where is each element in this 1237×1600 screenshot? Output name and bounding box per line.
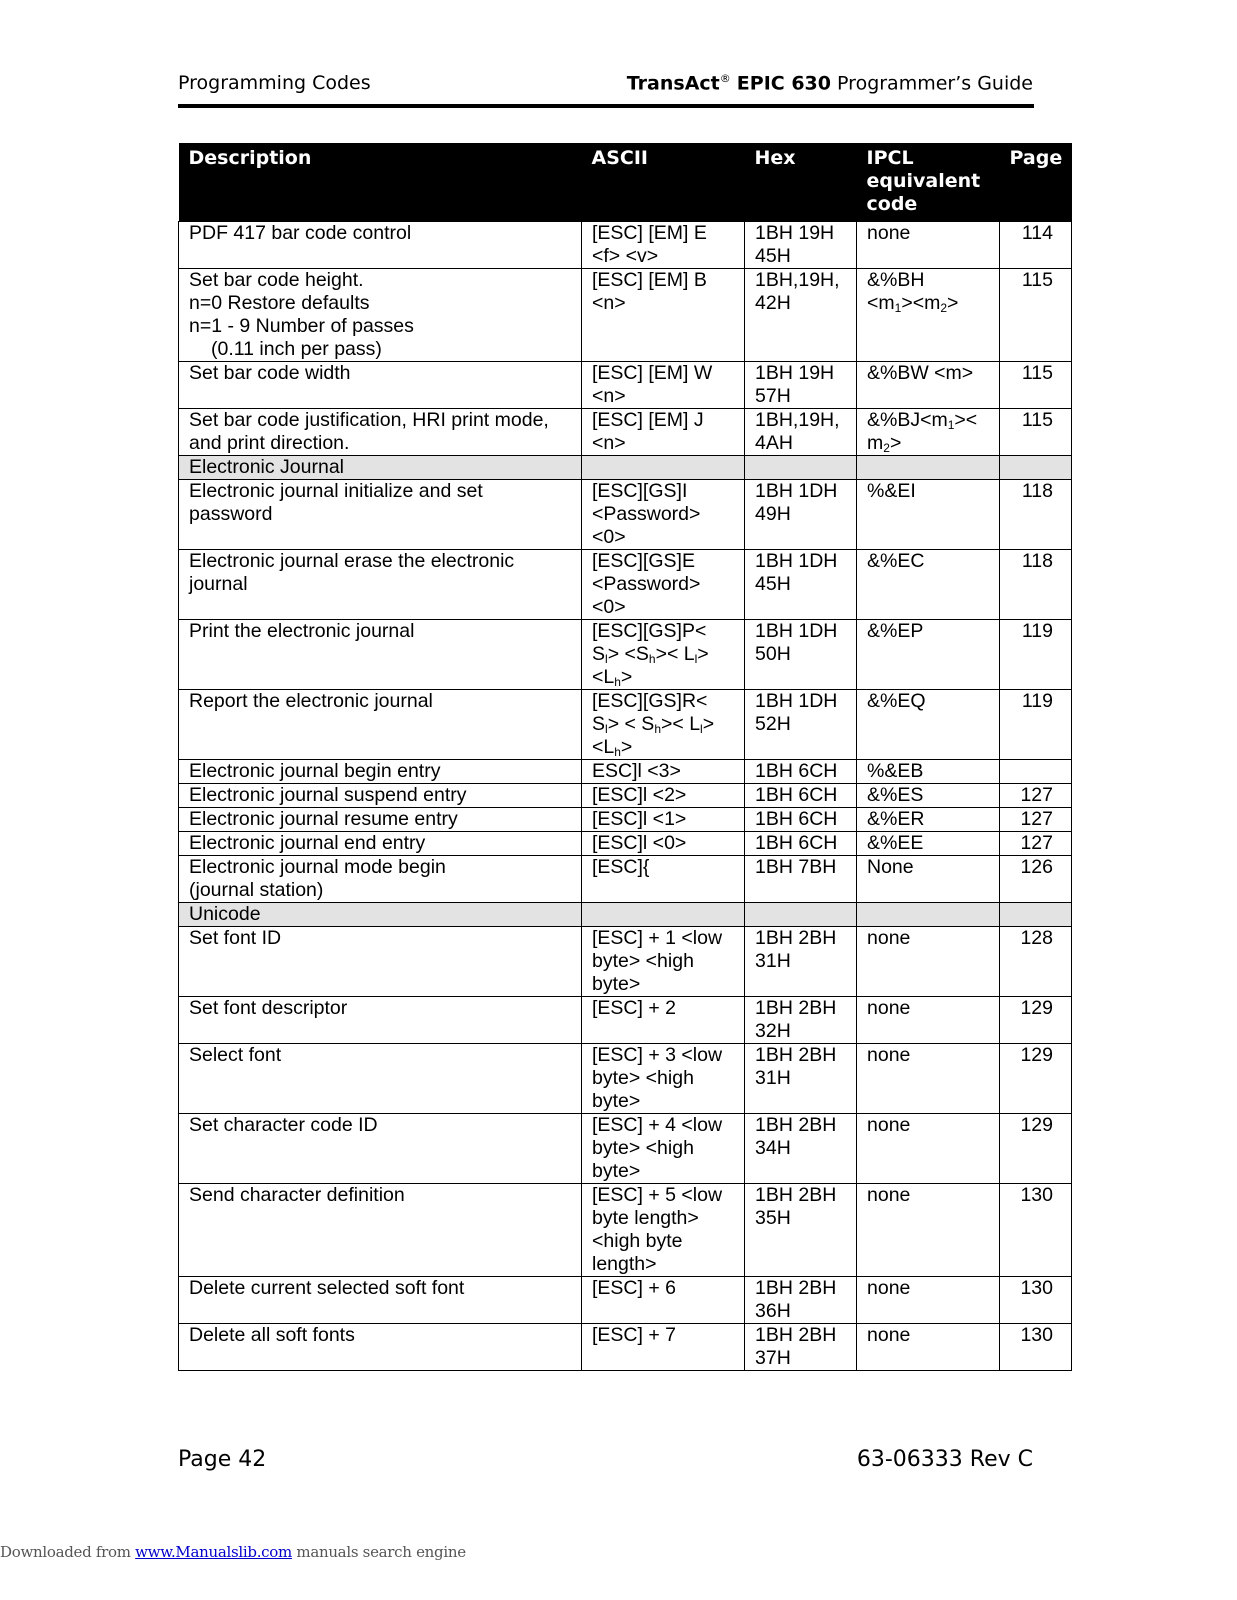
cell-ipcl	[857, 362, 1000, 409]
cell-hex-line: 49H	[755, 503, 791, 525]
cell-ascii-line: <high byte	[592, 1230, 683, 1252]
cell-hex-line: 42H	[755, 292, 791, 314]
section-empty-cell	[745, 456, 857, 480]
section-title: Electronic Journal	[179, 456, 582, 480]
cell-hex	[745, 620, 857, 690]
cell-ascii-line: [ESC]l <0>	[592, 832, 687, 854]
cell-hex-line: 1BH 1DH	[755, 550, 838, 572]
cell-description	[179, 1044, 582, 1114]
cell-ipcl-line: &%BH	[867, 269, 925, 291]
cell-hex-line: 32H	[755, 1020, 791, 1042]
col-header-ipcl-line: code	[866, 193, 918, 215]
cell-hex-line: 1BH 2BH	[755, 1324, 837, 1346]
cell-description	[179, 832, 582, 856]
cell-page: 128	[1000, 927, 1072, 997]
col-header-ascii: ASCII	[582, 143, 745, 222]
col-header-ipcl	[857, 143, 1000, 222]
cell-ipcl-line: &%EE	[867, 832, 924, 854]
download-suffix: manuals search engine	[291, 1543, 466, 1561]
table-row	[179, 808, 1072, 832]
cell-hex-line: 57H	[755, 385, 791, 407]
section-empty-cell	[745, 903, 857, 927]
cell-hex-line: 45H	[755, 245, 791, 267]
cell-description-line: Set font ID	[189, 927, 282, 949]
cell-ascii	[582, 760, 745, 784]
cell-ipcl-line: none	[867, 222, 911, 244]
cell-ascii	[582, 362, 745, 409]
cell-description	[179, 1277, 582, 1324]
download-prefix: Downloaded from	[0, 1543, 136, 1561]
cell-ascii	[582, 1324, 745, 1371]
cell-ascii	[582, 1044, 745, 1114]
cell-hex	[745, 690, 857, 760]
header-rule	[178, 104, 1034, 108]
section-row	[179, 456, 1072, 480]
col-header-ipcl-line: IPCL	[866, 147, 914, 169]
cell-page: 129	[1000, 1044, 1072, 1114]
cell-ascii-line: [ESC]l <1>	[592, 808, 687, 830]
cell-description	[179, 808, 582, 832]
cell-ipcl-line: $<m_1><m_2>$	[867, 292, 959, 315]
cell-ipcl	[857, 480, 1000, 550]
cell-hex-line: 4AH	[755, 432, 793, 454]
cell-ipcl	[857, 927, 1000, 997]
cell-ipcl	[857, 690, 1000, 760]
cell-ipcl	[857, 1114, 1000, 1184]
cell-page: 114	[1000, 222, 1072, 269]
cell-page: 118	[1000, 550, 1072, 620]
cell-ipcl-line: &%ES	[867, 784, 924, 806]
cell-ascii	[582, 856, 745, 903]
cell-ipcl	[857, 222, 1000, 269]
cell-ipcl-line: &%BW <m>	[867, 362, 974, 384]
cell-ascii-line: $S_l> <S_h>< L_l>$	[592, 643, 709, 666]
cell-ascii-line: <Password>	[592, 573, 701, 595]
cell-description-line: Electronic journal suspend entry	[189, 784, 467, 806]
cell-page: 127	[1000, 832, 1072, 856]
model-name: EPIC 630	[736, 72, 831, 95]
table-row	[179, 620, 1072, 690]
table-row	[179, 362, 1072, 409]
cell-description-line: Set bar code justification, HRI print mode,	[189, 409, 549, 431]
cell-description	[179, 927, 582, 997]
cell-page: 115	[1000, 362, 1072, 409]
cell-ascii	[582, 620, 745, 690]
cell-hex-line: 1BH 2BH	[755, 1184, 837, 1206]
cell-ipcl	[857, 1277, 1000, 1324]
cell-ascii	[582, 409, 745, 456]
cell-description-line: PDF 417 bar code control	[189, 222, 412, 244]
footer-page-number: Page 42	[178, 1447, 267, 1472]
cell-ipcl-line: $\&\%BJ<m_1><$	[867, 409, 978, 432]
table-row	[179, 927, 1072, 997]
cell-description-line: Set bar code width	[189, 362, 351, 384]
cell-ipcl-line: %&EI	[867, 480, 916, 502]
cell-spacer	[189, 1300, 571, 1323]
cell-description	[179, 222, 582, 269]
cell-ascii	[582, 269, 745, 362]
cell-description-line: and print direction.	[189, 432, 350, 454]
cell-ipcl	[857, 760, 1000, 784]
cell-ipcl	[857, 550, 1000, 620]
cell-hex-line: 35H	[755, 1207, 791, 1229]
cell-ascii-line: <Password>	[592, 503, 701, 525]
guide-name: Programmer’s Guide	[837, 72, 1033, 95]
cell-hex	[745, 832, 857, 856]
cell-ascii	[582, 690, 745, 760]
cell-ipcl-line: None	[867, 856, 914, 878]
cell-hex-line: 52H	[755, 713, 791, 735]
cell-ipcl	[857, 997, 1000, 1044]
cell-ipcl-line: none	[867, 1044, 911, 1066]
cell-ascii-line: $<L_h>$	[592, 736, 633, 759]
cell-description	[179, 1324, 582, 1371]
cell-hex-line: 1BH 7BH	[755, 856, 837, 878]
section-empty-cell	[857, 903, 1000, 927]
table-row	[179, 856, 1072, 903]
table-body	[179, 222, 1072, 1371]
cell-description-line: n=0 Restore defaults	[189, 292, 370, 314]
cell-ascii-line: <f> <v>	[592, 245, 659, 267]
cell-hex-line: 1BH 2BH	[755, 1114, 837, 1136]
cell-page: 118	[1000, 480, 1072, 550]
cell-hex	[745, 784, 857, 808]
cell-description	[179, 784, 582, 808]
cell-description-line: (0.11 inch per pass)	[211, 338, 382, 360]
cell-ascii-line: [ESC] + 3 <low	[592, 1044, 723, 1066]
cell-page: 126	[1000, 856, 1072, 903]
cell-hex	[745, 808, 857, 832]
cell-description-line: Delete current selected soft font	[189, 1277, 465, 1299]
cell-hex-line: 34H	[755, 1137, 791, 1159]
table-row	[179, 784, 1072, 808]
cell-description-line: Electronic journal begin entry	[189, 760, 441, 782]
cell-ascii-line: <0>	[592, 526, 626, 548]
cell-hex-line: 1BH 6CH	[755, 760, 838, 782]
cell-hex	[745, 362, 857, 409]
running-header-section: Programming Codes	[178, 72, 371, 94]
cell-description	[179, 362, 582, 409]
cell-ascii-line: <n>	[592, 432, 626, 454]
cell-ascii-line: byte>	[592, 973, 641, 995]
cell-hex-line: 1BH 6CH	[755, 784, 838, 806]
cell-ascii-line: [ESC] + 7	[592, 1324, 676, 1346]
cell-ascii-line: [ESC][GS]P<	[592, 620, 707, 642]
table-header-row	[179, 143, 1072, 222]
cell-ascii-line: [ESC][GS]I	[592, 480, 688, 502]
section-empty-cell	[1000, 456, 1072, 480]
table-row	[179, 269, 1072, 362]
cell-ipcl-line: $m_2>$	[867, 432, 902, 455]
cell-description	[179, 480, 582, 550]
cell-description-line: Select font	[189, 1044, 282, 1066]
cell-ascii-line: length>	[592, 1253, 657, 1275]
cell-hex-line: 1BH 2BH	[755, 1277, 837, 1299]
cell-hex	[745, 222, 857, 269]
cell-ipcl	[857, 409, 1000, 456]
cell-ipcl-line: &%EQ	[867, 690, 926, 712]
table-row	[179, 997, 1072, 1044]
cell-hex	[745, 760, 857, 784]
table-row	[179, 1277, 1072, 1324]
cell-description-line: n=1 - 9 Number of passes	[189, 315, 414, 337]
cell-description	[179, 856, 582, 903]
cell-description-line: Electronic journal end entry	[189, 832, 426, 854]
cell-page: 115	[1000, 269, 1072, 362]
cell-hex-line: 1BH,19H,	[755, 269, 840, 291]
cell-description	[179, 690, 582, 760]
cell-ipcl-line: &%EC	[867, 550, 925, 572]
cell-hex-line: 1BH 6CH	[755, 808, 838, 830]
cell-ascii-line: byte length>	[592, 1207, 699, 1229]
cell-description-line: Delete all soft fonts	[189, 1324, 355, 1346]
cell-ipcl	[857, 808, 1000, 832]
cell-ascii-line: byte> <high	[592, 1067, 694, 1089]
cell-ascii	[582, 1114, 745, 1184]
table-row	[179, 1184, 1072, 1277]
manualslib-link[interactable]: www.Manualslib.com	[135, 1543, 292, 1561]
table-row	[179, 409, 1072, 456]
brand-name: TransAct	[626, 72, 720, 95]
cell-page	[1000, 760, 1072, 784]
cell-hex	[745, 1044, 857, 1114]
section-row	[179, 903, 1072, 927]
cell-ipcl-line: none	[867, 1277, 911, 1299]
cell-hex	[745, 856, 857, 903]
cell-description-line: Electronic journal resume entry	[189, 808, 458, 830]
section-empty-cell	[582, 903, 745, 927]
cell-ascii-line: byte> <high	[592, 1137, 694, 1159]
col-header-hex: Hex	[745, 143, 857, 222]
cell-page: 130	[1000, 1277, 1072, 1324]
cell-ascii-line: $<L_h>$	[592, 666, 633, 689]
cell-ascii-line: [ESC] [EM] B	[592, 269, 707, 291]
cell-hex-line: 1BH 2BH	[755, 1044, 837, 1066]
cell-description-line: Electronic journal initialize and set	[189, 480, 483, 502]
cell-ascii-line: [ESC] + 6	[592, 1277, 676, 1299]
cell-ascii-line: [ESC]l <2>	[592, 784, 687, 806]
cell-hex	[745, 1184, 857, 1277]
cell-ascii-line: byte>	[592, 1090, 641, 1112]
table-row	[179, 1044, 1072, 1114]
cell-hex	[745, 550, 857, 620]
cell-ipcl-line: &%ER	[867, 808, 925, 830]
cell-ascii-line: [ESC] [EM] E	[592, 222, 707, 244]
cell-ipcl-line: &%EP	[867, 620, 924, 642]
cell-hex	[745, 927, 857, 997]
cell-description	[179, 269, 582, 362]
cell-ipcl-line: none	[867, 1184, 911, 1206]
cell-hex-line: 31H	[755, 1067, 791, 1089]
cell-ascii-line: <0>	[592, 596, 626, 618]
cell-page: 129	[1000, 997, 1072, 1044]
cell-ascii	[582, 480, 745, 550]
cell-ascii-line: [ESC]{	[592, 856, 650, 878]
cell-ascii-line: [ESC] + 1 <low	[592, 927, 723, 949]
cell-ascii	[582, 784, 745, 808]
table-row	[179, 760, 1072, 784]
table-row	[179, 690, 1072, 760]
cell-description	[179, 409, 582, 456]
cell-page: 127	[1000, 784, 1072, 808]
cell-spacer	[189, 1347, 571, 1370]
cell-page: 115	[1000, 409, 1072, 456]
cell-hex-line: 37H	[755, 1347, 791, 1369]
cell-description-line: Set character code ID	[189, 1114, 378, 1136]
cell-description	[179, 997, 582, 1044]
cell-hex-line: 1BH 6CH	[755, 832, 838, 854]
table-row	[179, 222, 1072, 269]
cell-ascii	[582, 1184, 745, 1277]
cell-description-line: Electronic journal mode begin	[189, 856, 446, 878]
cell-description-line: Set bar code height.	[189, 269, 364, 291]
cell-page: 130	[1000, 1324, 1072, 1371]
cell-page: 127	[1000, 808, 1072, 832]
col-header-page: Page	[1000, 143, 1072, 222]
cell-page: 129	[1000, 1114, 1072, 1184]
cell-hex-line: 45H	[755, 573, 791, 595]
cell-ascii-line: <n>	[592, 385, 626, 407]
cell-hex	[745, 1114, 857, 1184]
cell-hex-line: 36H	[755, 1300, 791, 1322]
cell-ipcl-line: none	[867, 997, 911, 1019]
section-empty-cell	[857, 456, 1000, 480]
cell-description	[179, 760, 582, 784]
cell-description	[179, 1114, 582, 1184]
cell-ascii-line: [ESC][GS]R<	[592, 690, 708, 712]
cell-description-line: Print the electronic journal	[189, 620, 415, 642]
cell-page: 130	[1000, 1184, 1072, 1277]
cell-hex	[745, 409, 857, 456]
table-row	[179, 1114, 1072, 1184]
cell-hex-line: 1BH,19H,	[755, 409, 840, 431]
cell-ipcl-line: none	[867, 1324, 911, 1346]
cell-ascii-line: [ESC][GS]E	[592, 550, 695, 572]
cell-ascii	[582, 808, 745, 832]
cell-description	[179, 1184, 582, 1277]
cell-hex-line: 1BH 19H	[755, 222, 835, 244]
cell-ascii-line: byte>	[592, 1160, 641, 1182]
cell-ipcl	[857, 856, 1000, 903]
cell-page: 119	[1000, 620, 1072, 690]
cell-ascii-line: <n>	[592, 292, 626, 314]
table-row	[179, 1324, 1072, 1371]
cell-ipcl	[857, 620, 1000, 690]
cell-hex	[745, 997, 857, 1044]
cell-hex-line: 1BH 1DH	[755, 690, 838, 712]
cell-spacer	[189, 1137, 571, 1160]
cell-ascii-line: byte> <high	[592, 950, 694, 972]
cell-ascii-line: ESC]l <3>	[592, 760, 681, 782]
footer-doc-number: 63-06333 Rev C	[856, 1447, 1033, 1472]
cell-ascii	[582, 832, 745, 856]
cell-description	[179, 550, 582, 620]
cell-hex-line: 1BH 1DH	[755, 480, 838, 502]
cell-description-line: Send character definition	[189, 1184, 405, 1206]
cell-ascii	[582, 550, 745, 620]
cell-page: 119	[1000, 690, 1072, 760]
cell-ipcl	[857, 1184, 1000, 1277]
cell-ascii	[582, 1277, 745, 1324]
cell-hex-line: 1BH 19H	[755, 362, 835, 384]
programming-codes-table	[178, 143, 1072, 1371]
cell-hex	[745, 480, 857, 550]
section-title: Unicode	[179, 903, 582, 927]
table-row	[179, 550, 1072, 620]
cell-ascii	[582, 997, 745, 1044]
cell-ipcl	[857, 269, 1000, 362]
cell-hex	[745, 1324, 857, 1371]
cell-hex	[745, 269, 857, 362]
cell-description	[179, 620, 582, 690]
cell-ascii-line: [ESC] + 5 <low	[592, 1184, 723, 1206]
cell-ipcl	[857, 784, 1000, 808]
cell-hex-line: 1BH 2BH	[755, 997, 837, 1019]
cell-hex-line: 1BH 1DH	[755, 620, 838, 642]
cell-ascii-line: $S_l> < S_h>< L_l>$	[592, 713, 715, 736]
table-row	[179, 480, 1072, 550]
cell-ascii-line: [ESC] + 4 <low	[592, 1114, 723, 1136]
cell-ascii	[582, 927, 745, 997]
section-empty-cell	[1000, 903, 1072, 927]
cell-description-line: (journal station)	[189, 879, 324, 901]
cell-ipcl	[857, 832, 1000, 856]
cell-hex-line: 31H	[755, 950, 791, 972]
cell-hex-line: 50H	[755, 643, 791, 665]
cell-ascii-line: [ESC] [EM] J	[592, 409, 704, 431]
cell-description-line: password	[189, 503, 273, 525]
cell-ipcl	[857, 1044, 1000, 1114]
download-notice	[0, 1543, 466, 1561]
cell-description-line: Electronic journal erase the electronic	[189, 550, 515, 572]
cell-ipcl	[857, 1324, 1000, 1371]
cell-ascii-line: [ESC] + 2	[592, 997, 676, 1019]
table-row	[179, 832, 1072, 856]
cell-hex-line: 1BH 2BH	[755, 927, 837, 949]
cell-description-line: Set font descriptor	[189, 997, 348, 1019]
cell-description-line: Report the electronic journal	[189, 690, 433, 712]
cell-hex	[745, 1277, 857, 1324]
running-header-title	[627, 72, 1033, 94]
registered-mark: ®	[719, 72, 731, 85]
cell-ipcl-line: %&EB	[867, 760, 924, 782]
cell-ascii	[582, 222, 745, 269]
cell-description-line: journal	[189, 573, 248, 595]
cell-ascii-line: [ESC] [EM] W	[592, 362, 713, 384]
cell-ipcl-line: none	[867, 927, 911, 949]
col-header-description: Description	[179, 143, 582, 222]
cell-ipcl-line: none	[867, 1114, 911, 1136]
col-header-ipcl-line: equivalent	[866, 170, 981, 192]
section-empty-cell	[582, 456, 745, 480]
cell-spacer	[189, 1207, 571, 1230]
